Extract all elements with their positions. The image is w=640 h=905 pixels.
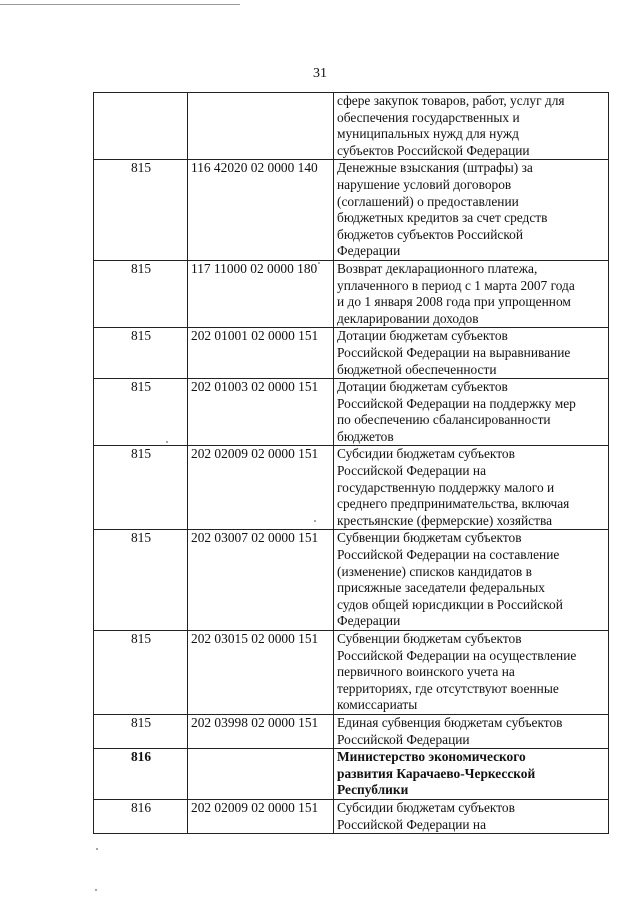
budget-classification-code-cell: 116 42020 02 0000 140 bbox=[188, 160, 334, 261]
budget-classification-code-cell: 202 03007 02 0000 151 bbox=[188, 530, 334, 631]
description-line: Российской Федерации на осуществление bbox=[337, 647, 577, 663]
revenue-description-cell bbox=[334, 160, 609, 261]
table-row bbox=[94, 631, 609, 715]
revenue-description-cell bbox=[334, 379, 609, 446]
admin-code-cell bbox=[94, 93, 188, 160]
scan-speck bbox=[166, 441, 168, 443]
revenue-description-cell bbox=[334, 749, 609, 800]
description-line: бюджетной обеспеченности bbox=[337, 361, 497, 377]
description-line: и до 1 января 2008 года при упрощенном bbox=[337, 294, 571, 310]
description-line: Дотации бюджетам субъектов bbox=[337, 328, 508, 344]
budget-classification-code-cell: 202 03998 02 0000 151 bbox=[188, 714, 334, 748]
description-line: сфере закупок товаров, работ, услуг для bbox=[337, 93, 565, 108]
admin-code-cell: 816 bbox=[94, 799, 188, 833]
admin-code-cell: 816 bbox=[94, 749, 188, 800]
description-line: субъектов Российской Федерации bbox=[337, 142, 530, 158]
description-line: Российской Федерации на поддержку мер bbox=[337, 395, 576, 411]
description-line: крестьянские (фермерские) хозяйства bbox=[337, 512, 553, 528]
admin-code-cell: 815 bbox=[94, 714, 188, 748]
description-line: Федерации bbox=[337, 613, 401, 629]
description-line: комиссариаты bbox=[337, 697, 418, 713]
revenue-description-cell bbox=[334, 260, 609, 327]
table-body bbox=[94, 93, 609, 834]
description-line: развития Карачаево-Черкесской bbox=[337, 765, 536, 781]
budget-codes-table bbox=[93, 92, 609, 834]
revenue-description-cell bbox=[334, 446, 609, 530]
description-line: Субсидии бюджетам субъектов bbox=[337, 446, 515, 462]
description-line: Российской Федерации на составление bbox=[337, 547, 560, 563]
description-line: государственную поддержку малого и bbox=[337, 479, 555, 495]
description-line: Российской Федерации на bbox=[337, 816, 487, 832]
description-line: декларировании доходов bbox=[337, 310, 479, 326]
revenue-description-cell bbox=[334, 530, 609, 631]
scan-speck bbox=[96, 848, 98, 850]
table-row bbox=[94, 749, 609, 800]
admin-code-cell: 815 bbox=[94, 446, 188, 530]
table-row bbox=[94, 379, 609, 446]
table-row bbox=[94, 328, 609, 379]
revenue-description-cell bbox=[334, 328, 609, 379]
description-line: Российской Федерации на bbox=[337, 463, 487, 479]
revenue-description-cell bbox=[334, 799, 609, 833]
scan-speck bbox=[95, 889, 97, 891]
table-row bbox=[94, 160, 609, 261]
description-line: Денежные взыскания (штрафы) за bbox=[337, 160, 533, 176]
description-line: Российской Федерации на выравнивание bbox=[337, 344, 571, 360]
table-row bbox=[94, 714, 609, 748]
description-line: обеспечения государственных и bbox=[337, 109, 520, 125]
budget-classification-code-cell bbox=[188, 749, 334, 800]
page-number: 31 bbox=[313, 66, 327, 81]
description-line: Возврат декларационного платежа, bbox=[337, 260, 538, 276]
description-line: среднего предпринимательства, включая bbox=[337, 496, 570, 512]
table-row bbox=[94, 260, 609, 327]
description-line: нарушение условий договоров bbox=[337, 176, 512, 192]
budget-classification-code-cell: 202 01001 02 0000 151 bbox=[188, 328, 334, 379]
table-row bbox=[94, 446, 609, 530]
description-line: Субвенции бюджетам субъектов bbox=[337, 530, 522, 546]
description-line: Субвенции бюджетам субъектов bbox=[337, 631, 522, 646]
description-line: Единая субвенция бюджетам субъектов bbox=[337, 714, 563, 730]
table-row bbox=[94, 530, 609, 631]
admin-code-cell: 815 bbox=[94, 379, 188, 446]
description-line: присяжные заседатели федеральных bbox=[337, 580, 545, 596]
description-line: Министерство экономического bbox=[337, 749, 526, 765]
scan-speck bbox=[314, 520, 316, 522]
description-line: бюджетов субъектов Российской bbox=[337, 226, 524, 242]
budget-classification-code-cell: 117 11000 02 0000 180 bbox=[188, 260, 334, 327]
description-line: Республики bbox=[337, 782, 409, 798]
description-line: Дотации бюджетам субъектов bbox=[337, 379, 508, 395]
description-line: первичного воинского учета на bbox=[337, 664, 515, 680]
table-row bbox=[94, 93, 609, 160]
description-line: уплаченного в период с 1 марта 2007 года bbox=[337, 277, 575, 293]
description-line: судов общей юрисдикции в Российской bbox=[337, 596, 563, 612]
description-line: (изменение) списков кандидатов в bbox=[337, 563, 532, 579]
revenue-description-cell bbox=[334, 631, 609, 715]
budget-classification-code-cell: 202 02009 02 0000 151 bbox=[188, 799, 334, 833]
description-line: Субсидии бюджетам субъектов bbox=[337, 799, 515, 815]
budget-classification-code-cell: 202 01003 02 0000 151 bbox=[188, 379, 334, 446]
budget-classification-code-cell bbox=[188, 93, 334, 160]
description-line: по обеспечению сбалансированности bbox=[337, 412, 551, 428]
admin-code-cell: 815 bbox=[94, 530, 188, 631]
scan-speck bbox=[318, 262, 320, 264]
description-line: муниципальных нужд для нужд bbox=[337, 126, 519, 142]
description-line: (соглашений) о предоставлении bbox=[337, 193, 519, 209]
admin-code-cell: 815 bbox=[94, 328, 188, 379]
table-row bbox=[94, 799, 609, 833]
description-line: Российской Федерации bbox=[337, 731, 470, 747]
revenue-description-cell bbox=[334, 93, 609, 160]
description-line: территориях, где отсутствуют военные bbox=[337, 680, 559, 696]
scan-top-rule bbox=[0, 4, 240, 5]
budget-classification-code-cell: 202 03015 02 0000 151 bbox=[188, 631, 334, 715]
admin-code-cell: 815 bbox=[94, 631, 188, 715]
description-line: Федерации bbox=[337, 243, 401, 259]
admin-code-cell: 815 bbox=[94, 260, 188, 327]
budget-classification-code-cell: 202 02009 02 0000 151 bbox=[188, 446, 334, 530]
description-line: бюджетов bbox=[337, 428, 394, 444]
admin-code-cell: 815 bbox=[94, 160, 188, 261]
revenue-description-cell bbox=[334, 714, 609, 748]
description-line: бюджетных кредитов за счет средств bbox=[337, 210, 548, 226]
